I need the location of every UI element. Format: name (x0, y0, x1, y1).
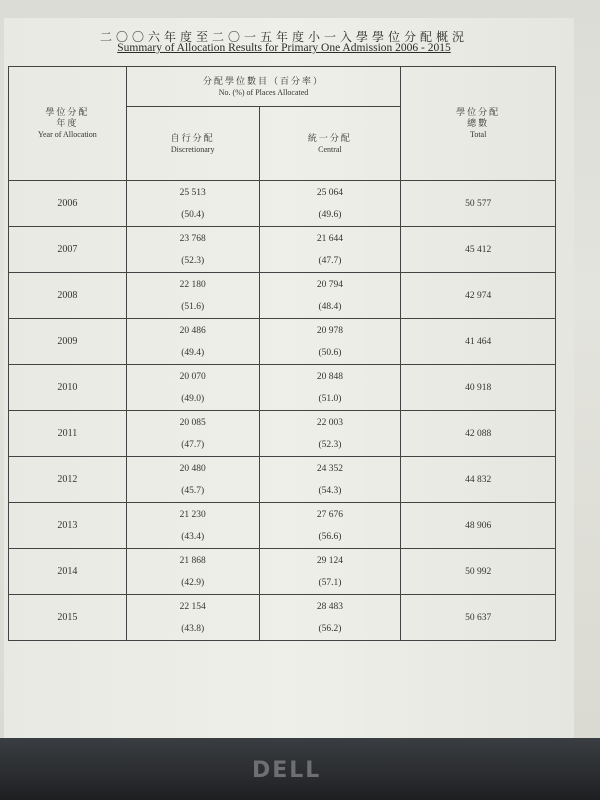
header-places-en: No. (%) of Places Allocated (218, 87, 309, 97)
discretionary-count: 20 070 (179, 371, 206, 382)
central-cell (259, 181, 401, 227)
header-year-cn1: 學位分配 (45, 107, 90, 117)
table-row (9, 457, 556, 503)
total-cell: 42 088 (401, 411, 556, 457)
year-cell: 2013 (9, 503, 127, 549)
total-cell: 50 992 (401, 549, 556, 595)
discretionary-percent: (51.6) (181, 301, 205, 312)
discretionary-count: 23 768 (179, 233, 206, 244)
central-cell (259, 365, 401, 411)
table-row (9, 227, 556, 273)
allocation-table (8, 66, 556, 641)
year-cell: 2015 (9, 595, 127, 641)
discretionary-cell (126, 503, 259, 549)
central-percent: (47.7) (318, 255, 342, 266)
central-count: 20 848 (316, 371, 343, 382)
title-english: Summary of Allocation Results for Primary One Admission 2006 - 2015 (117, 42, 451, 54)
table-row (9, 273, 556, 319)
discretionary-count: 21 868 (179, 555, 206, 566)
central-cell (259, 503, 401, 549)
header-discretionary (126, 107, 259, 181)
discretionary-cell (126, 319, 259, 365)
total-cell: 50 637 (401, 595, 556, 641)
header-central-en: Central (318, 144, 342, 154)
total-cell: 50 577 (401, 181, 556, 227)
central-percent: (57.1) (318, 577, 342, 588)
discretionary-cell (126, 411, 259, 457)
discretionary-cell (126, 273, 259, 319)
header-central-cn: 統一分配 (307, 132, 352, 143)
discretionary-count: 20 480 (179, 463, 206, 474)
header-year-en: Year of Allocation (38, 130, 97, 139)
year-cell: 2007 (9, 227, 127, 273)
central-cell (259, 319, 401, 365)
central-count: 21 644 (316, 233, 343, 244)
discretionary-cell (126, 457, 259, 503)
central-count: 20 978 (316, 325, 343, 336)
discretionary-percent: (43.8) (181, 623, 205, 634)
discretionary-count: 22 154 (179, 601, 206, 612)
year-cell: 2014 (9, 549, 127, 595)
discretionary-count: 20 486 (179, 325, 206, 336)
discretionary-percent: (47.7) (181, 439, 205, 450)
total-cell: 40 918 (401, 365, 556, 411)
year-cell: 2011 (9, 411, 127, 457)
header-year (9, 67, 127, 181)
discretionary-cell (126, 549, 259, 595)
header-total-cn2: 總數 (467, 118, 490, 128)
year-cell: 2008 (9, 273, 127, 319)
header-total-cn1: 學位分配 (456, 107, 501, 117)
central-percent: (48.4) (318, 301, 342, 312)
table-row (9, 503, 556, 549)
total-cell: 41 464 (401, 319, 556, 365)
dell-logo: DELL (252, 758, 322, 783)
table-row (9, 549, 556, 595)
central-cell (259, 457, 401, 503)
central-count: 25 064 (316, 187, 343, 198)
total-cell: 44 832 (401, 457, 556, 503)
document-page (4, 18, 574, 738)
table-row (9, 181, 556, 227)
discretionary-percent: (43.4) (181, 531, 205, 542)
total-cell: 42 974 (401, 273, 556, 319)
header-disc-cn: 自行分配 (170, 132, 215, 143)
discretionary-percent: (52.3) (181, 255, 205, 266)
central-cell (259, 549, 401, 595)
discretionary-percent: (49.0) (181, 393, 205, 404)
discretionary-cell (126, 365, 259, 411)
header-places-cn: 分配學位數目（百分率） (203, 75, 325, 86)
central-percent: (49.6) (318, 209, 342, 220)
discretionary-count: 21 230 (179, 509, 206, 520)
header-total-en: Total (469, 130, 487, 139)
central-count: 22 003 (316, 417, 343, 428)
central-percent: (52.3) (318, 439, 342, 450)
header-places (126, 67, 401, 107)
discretionary-percent: (42.9) (181, 577, 205, 588)
year-cell: 2012 (9, 457, 127, 503)
header-year-cn2: 年度 (56, 118, 79, 128)
central-cell (259, 273, 401, 319)
central-cell (259, 227, 401, 273)
discretionary-percent: (50.4) (181, 209, 205, 220)
central-percent: (51.0) (318, 393, 342, 404)
table-row (9, 319, 556, 365)
discretionary-percent: (49.4) (181, 347, 205, 358)
discretionary-cell (126, 227, 259, 273)
central-cell (259, 595, 401, 641)
central-count: 20 794 (316, 279, 343, 290)
year-cell: 2006 (9, 181, 127, 227)
central-count: 28 483 (316, 601, 343, 612)
header-central (259, 107, 401, 181)
central-count: 29 124 (316, 555, 343, 566)
central-percent: (54.3) (318, 485, 342, 496)
central-cell (259, 411, 401, 457)
central-percent: (56.6) (318, 531, 342, 542)
title-chinese: 二〇〇六年度至二〇一五年度小一入學學位分配概況 (99, 30, 468, 44)
year-cell: 2010 (9, 365, 127, 411)
discretionary-count: 20 085 (179, 417, 206, 428)
table-row (9, 411, 556, 457)
table-row (9, 365, 556, 411)
header-total (401, 67, 556, 181)
discretionary-count: 22 180 (179, 279, 206, 290)
total-cell: 48 906 (401, 503, 556, 549)
central-percent: (56.2) (318, 623, 342, 634)
discretionary-cell (126, 181, 259, 227)
header-disc-en: Discretionary (170, 144, 215, 154)
table-row (9, 595, 556, 641)
central-count: 27 676 (316, 509, 343, 520)
central-count: 24 352 (316, 463, 343, 474)
discretionary-count: 25 513 (179, 187, 206, 198)
discretionary-cell (126, 595, 259, 641)
year-cell: 2009 (9, 319, 127, 365)
total-cell: 45 412 (401, 227, 556, 273)
central-percent: (50.6) (318, 347, 342, 358)
discretionary-percent: (45.7) (181, 485, 205, 496)
